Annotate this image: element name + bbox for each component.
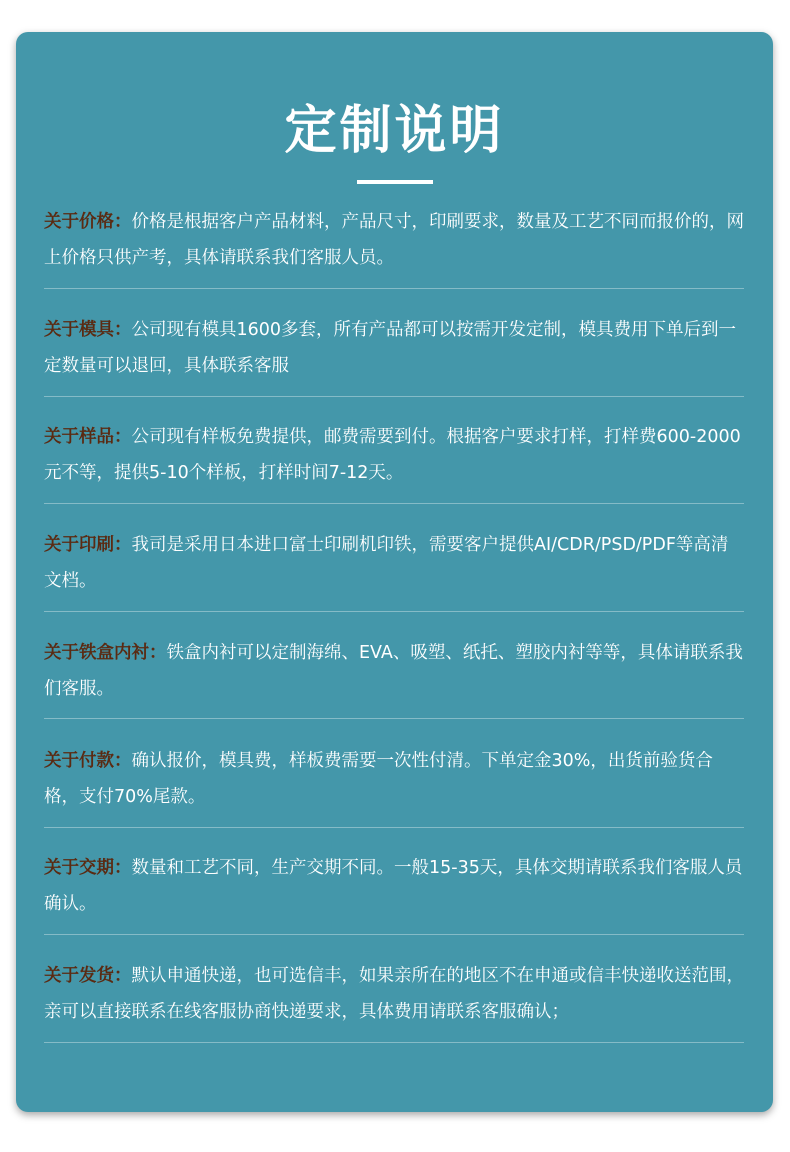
section-text: 铁盒内衬可以定制海绵、EVA、吸塑、纸托、塑胶内衬等等，具体请联系我们客服。 <box>44 643 743 699</box>
section-divider <box>44 611 744 612</box>
section-text: 数量和工艺不同，生产交期不同。一般15-35天，具体交期请联系我们客服人员确认。 <box>44 858 743 914</box>
section-label: 关于铁盒内衬： <box>44 643 167 663</box>
section-text: 确认报价，模具费，样板费需要一次性付清。下单定金30%，出货前验货合格，支付70%尾款。 <box>44 751 713 807</box>
section-label: 关于模具： <box>44 320 132 340</box>
section-divider <box>44 288 744 289</box>
section-label: 关于交期： <box>44 858 132 878</box>
section-divider <box>44 503 744 504</box>
section-label: 关于样品： <box>44 427 132 447</box>
section-text: 公司现有模具1600多套，所有产品都可以按需开发定制，模具费用下单后到一定数量可以退回，具体联系客服 <box>44 320 737 376</box>
section-delivery-time <box>44 850 744 922</box>
custom-notes-card <box>16 32 773 1112</box>
section-text: 公司现有样板免费提供，邮费需要到付。根据客户要求打样，打样费600-2000元不等，提供5-10个样板，打样时间7-12天。 <box>44 427 741 483</box>
section-text: 我司是采用日本进口富士印刷机印铁，需要客户提供AI/CDR/PSD/PDF等高清文档。 <box>44 535 729 591</box>
section-divider <box>44 1042 744 1043</box>
section-printing <box>44 527 744 599</box>
section-lining <box>44 635 744 707</box>
section-text: 默认申通快递，也可选信丰，如果亲所在的地区不在申通或信丰快递收送范围，亲可以直接联系在线客服协商快递要求，具体费用请联系客服确认； <box>44 966 744 1022</box>
section-payment <box>44 743 744 815</box>
title-underline <box>357 180 433 184</box>
section-mold <box>44 312 744 384</box>
section-price <box>44 204 744 276</box>
section-sample <box>44 419 744 491</box>
section-divider <box>44 827 744 828</box>
section-label: 关于发货： <box>44 966 132 986</box>
section-divider <box>44 396 744 397</box>
page-title: 定制说明 <box>284 101 505 161</box>
section-label: 关于印刷： <box>44 535 132 555</box>
section-text: 价格是根据客户产品材料，产品尺寸，印刷要求，数量及工艺不同而报价的，网上价格只供产考，具体请联系我们客服人员。 <box>44 212 744 268</box>
section-label: 关于价格： <box>44 212 132 232</box>
section-divider <box>44 718 744 719</box>
section-divider <box>44 934 744 935</box>
section-label: 关于付款： <box>44 751 132 771</box>
section-shipping <box>44 958 744 1030</box>
